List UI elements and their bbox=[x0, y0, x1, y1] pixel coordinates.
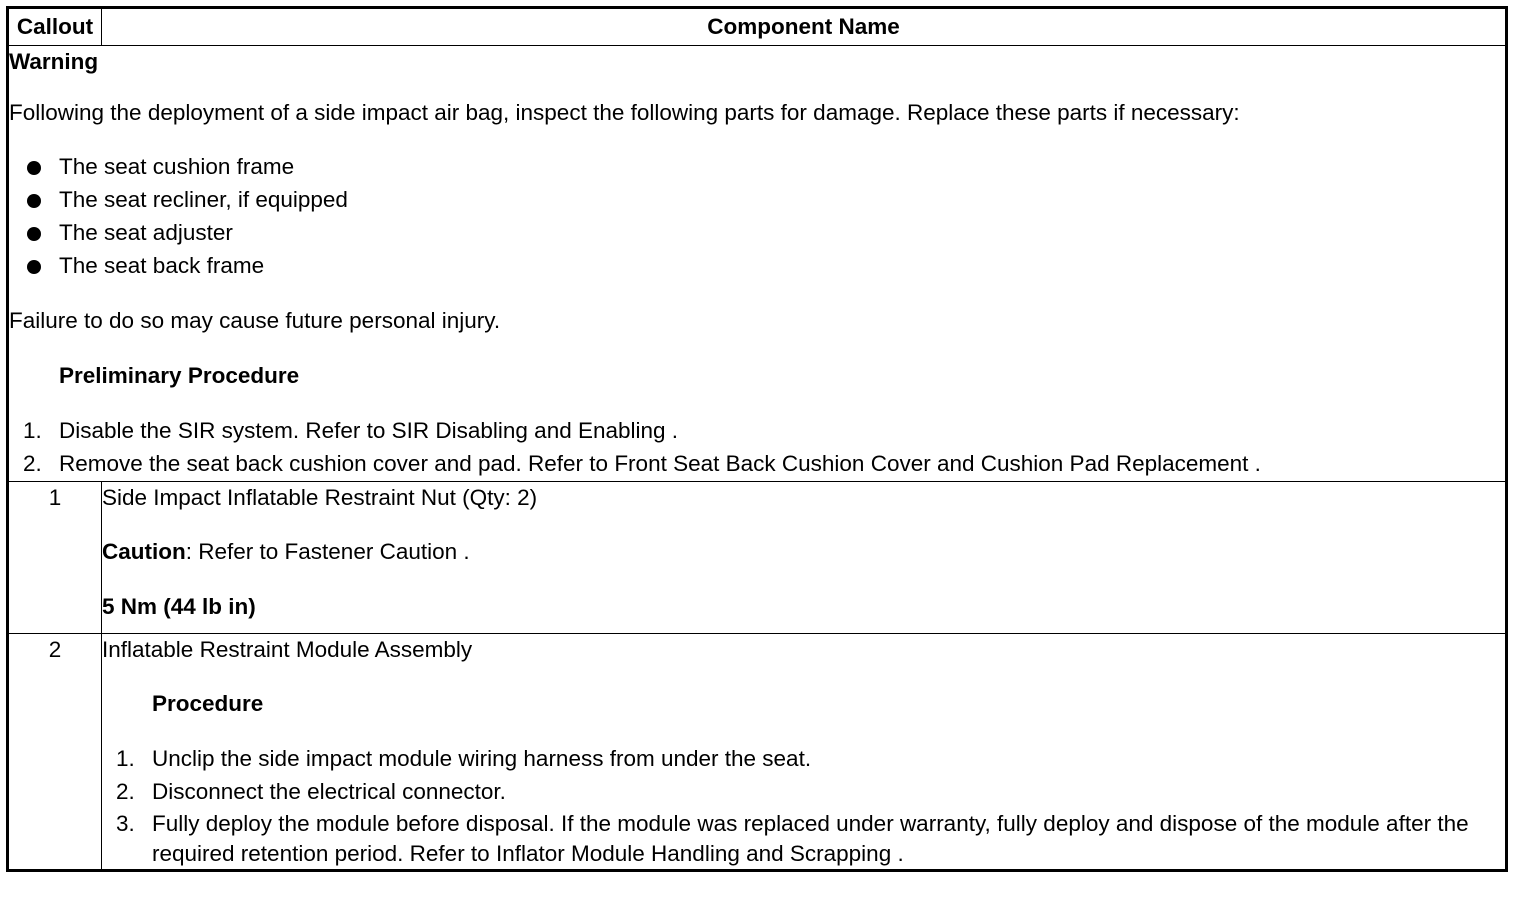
warning-cell bbox=[8, 46, 1507, 482]
component-name-header: Component Name bbox=[102, 8, 1507, 46]
preliminary-title: Preliminary Procedure bbox=[59, 362, 300, 388]
warning-title: Warning bbox=[9, 49, 99, 74]
step-item bbox=[102, 743, 1505, 776]
table-row bbox=[8, 481, 1507, 633]
list-item-text: The seat back frame bbox=[59, 253, 265, 279]
table-row bbox=[8, 633, 1507, 870]
bullet-icon bbox=[27, 194, 41, 208]
step-text: Unclip the side impact module wiring harness from under the seat. bbox=[152, 745, 812, 771]
step-text: Disconnect the electrical connector. bbox=[152, 778, 506, 804]
step-number: 2. bbox=[23, 450, 42, 476]
list-item bbox=[9, 184, 1505, 217]
bullet-icon bbox=[27, 161, 41, 175]
warning-intro: Following the deployment of a side impact air bag, inspect the following parts for damage. Replace these parts if necessary: bbox=[9, 99, 1240, 125]
step-text: Remove the seat back cushion cover and pad. Refer to Front Seat Back Cushion Cover and Cushion Pad Replacement . bbox=[59, 450, 1261, 476]
component-cell bbox=[102, 633, 1507, 870]
step-item bbox=[9, 415, 1505, 448]
step-text: Disable the SIR system. Refer to SIR Disabling and Enabling . bbox=[59, 417, 679, 443]
caution-line bbox=[102, 536, 1505, 569]
step-number: 2. bbox=[116, 778, 135, 804]
list-item-text: The seat adjuster bbox=[59, 220, 233, 246]
list-item bbox=[9, 151, 1505, 184]
step-item bbox=[9, 448, 1505, 481]
step-number: 3. bbox=[116, 810, 135, 836]
preliminary-steps bbox=[9, 415, 1505, 481]
warning-list bbox=[9, 151, 1505, 283]
bullet-icon bbox=[27, 227, 41, 241]
callout-cell: 1 bbox=[8, 481, 102, 633]
list-item bbox=[9, 250, 1505, 283]
component-cell bbox=[102, 481, 1507, 633]
callout-cell: 2 bbox=[8, 633, 102, 870]
list-item bbox=[9, 217, 1505, 250]
callout-header: Callout bbox=[8, 8, 102, 46]
procedure-title: Procedure bbox=[152, 691, 264, 717]
step-item bbox=[102, 776, 1505, 809]
step-text: Fully deploy the module before disposal. If the module was replaced under warranty, fully deploy and dispose of the module after the required retention period. Refer to Inflator Module Handling and Scrapping . bbox=[152, 810, 1469, 866]
component-name: Side Impact Inflatable Restraint Nut (Qty: 2) bbox=[102, 484, 538, 510]
step-number: 1. bbox=[23, 417, 42, 443]
torque-spec: 5 Nm (44 lb in) bbox=[102, 593, 256, 619]
warning-outro: Failure to do so may cause future personal injury. bbox=[9, 308, 501, 334]
step-item bbox=[102, 809, 1505, 869]
caution-text: : Refer to Fastener Caution . bbox=[185, 539, 470, 565]
list-item-text: The seat cushion frame bbox=[59, 154, 295, 180]
header-row bbox=[8, 8, 1507, 46]
warning-row bbox=[8, 46, 1507, 482]
bullet-icon bbox=[27, 260, 41, 274]
caution-label: Caution bbox=[102, 539, 186, 565]
component-name: Inflatable Restraint Module Assembly bbox=[102, 636, 473, 662]
procedure-steps bbox=[102, 743, 1505, 869]
procedure-table bbox=[6, 6, 1508, 872]
step-number: 1. bbox=[116, 745, 135, 771]
list-item-text: The seat recliner, if equipped bbox=[59, 187, 348, 213]
